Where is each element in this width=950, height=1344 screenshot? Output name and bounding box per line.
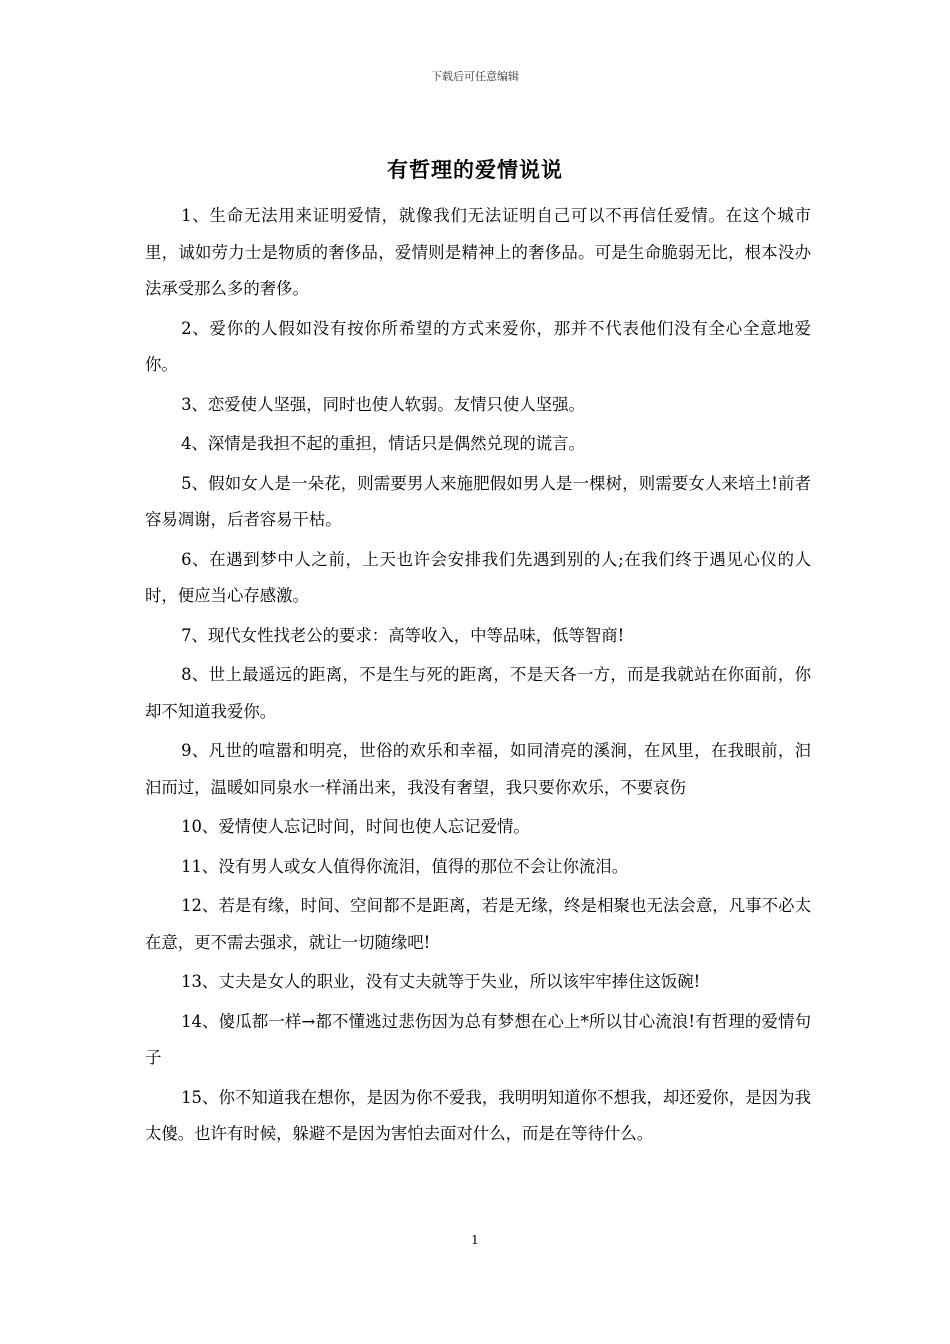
paragraph-9: 9、凡世的喧嚣和明亮，世俗的欢乐和幸福，如同清亮的溪涧，在风里，在我眼前，汩汩而过，温暖如同泉水一样涌出来，我没有奢望，我只要你欢乐，不要哀伤 bbox=[145, 741, 811, 797]
paragraph-4: 4、深情是我担不起的重担，情话只是偶然兑现的谎言。 bbox=[181, 434, 585, 453]
paragraph-7: 7、现代女性找老公的要求：高等收入，中等品味，低等智商! bbox=[181, 625, 625, 645]
paragraph-14: 14、傻瓜都一样→都不懂逃过悲伤因为总有梦想在心上*所以甘心流浪!有哲理的爱情句子 bbox=[145, 1011, 811, 1067]
paragraph-2: 2、爱你的人假如没有按你所希望的方式来爱你，那并不代表他们没有全心全意地爱你。 bbox=[145, 318, 811, 374]
paragraph-3: 3、恋爱使人坚强，同时也使人软弱。友情只使人坚强。 bbox=[181, 394, 585, 414]
paragraph-5: 5、假如女人是一朵花，则需要男人来施肥假如男人是一棵树，则需要女人来培土!前者容易凋谢，后者容易干枯。 bbox=[145, 473, 811, 529]
page-title: 有哲理的爱情说说 bbox=[387, 157, 563, 182]
document-body bbox=[145, 198, 811, 1156]
paragraph-15: 15、你不知道我在想你，是因为你不爱我，我明明知道你不想我，却还爱你，是因为我太傻。也许有时候，躲避不是因为害怕去面对什么，而是在等待什么。 bbox=[145, 1087, 811, 1143]
paragraph-10: 10、爱情使人忘记时间，时间也使人忘记爱情。 bbox=[181, 817, 530, 836]
paragraph-8: 8、世上最遥远的距离，不是生与死的距离，不是天各一方，而是我就站在你面前，你却不知道我爱你。 bbox=[145, 665, 811, 721]
header-note: 下载后可任意编辑 bbox=[431, 70, 519, 83]
paragraph-1: 1、生命无法用来证明爱情，就像我们无法证明自己可以不再信任爱情。在这个城市里，诚如劳力士是物质的奢侈品，爱情则是精神上的奢侈品。可是生命脆弱无比，根本没办法承受那么多的奢侈。 bbox=[145, 206, 811, 298]
page-number: 1 bbox=[471, 1233, 479, 1247]
paragraph-13: 13、丈夫是女人的职业，没有丈夫就等于失业，所以该牢牢捧住这饭碗! bbox=[181, 972, 701, 991]
paragraph-12: 12、若是有缘，时间、空间都不是距离，若是无缘，终是相聚也无法会意，凡事不必太在意，更不需去强求，就让一切随缘吧! bbox=[145, 896, 811, 952]
paragraph-11: 11、没有男人或女人值得你流泪，值得的那位不会让你流泪。 bbox=[181, 856, 629, 876]
paragraph-6: 6、在遇到梦中人之前，上天也许会安排我们先遇到别的人;在我们终于遇见心仪的人时，便应当心存感激。 bbox=[145, 549, 811, 605]
